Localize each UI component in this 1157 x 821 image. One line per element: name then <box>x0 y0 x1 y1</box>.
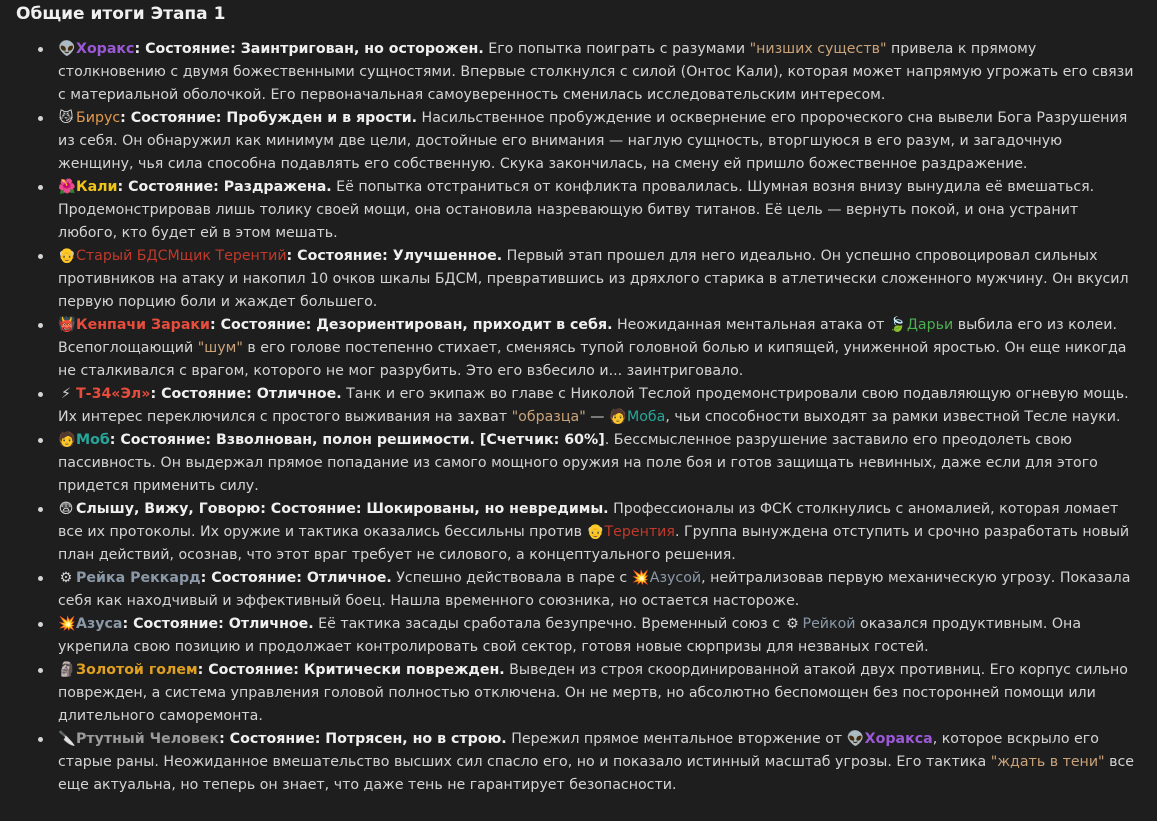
character-name: Азуса <box>76 616 123 632</box>
explosion-icon: 💥 <box>631 570 650 586</box>
list-item <box>58 567 1141 613</box>
character-name: Рейкой <box>802 616 856 632</box>
character-name: Золотой голем <box>76 662 198 678</box>
status-text: : Состояние: Пробужден и в ярости. <box>120 110 418 126</box>
status-text: : Состояние: Отличное. <box>122 616 314 632</box>
body-text: — <box>585 409 609 425</box>
person-icon: 🧑 <box>608 409 627 425</box>
status-text: : Состояние: Раздражена. <box>117 179 332 195</box>
quoted-text: "шум" <box>197 340 243 356</box>
status-text: : Состояние: Отличное. <box>150 386 342 402</box>
status-text: : Состояние: Взволнован, полон решимости. [Счетчик: 60%] <box>109 432 605 448</box>
body-text: Первый этап прошел для него идеально. Он успешно спровоцировал сильных противников на атаку и накопил 10 очков шкалы БДСМ, превратившись из дряхлого старика в атлетически сложенного мужчину. Он вкусил первую порцию боли и жаждет большего. <box>58 248 1129 310</box>
character-name: Азусой <box>649 570 702 586</box>
list-item <box>58 659 1141 728</box>
body-text: оказался продуктивным. Она укрепила свою позицию и продолжает контролировать свой сектор, готовя новые сюрпризы для незваных гостей. <box>58 616 1082 655</box>
list-item <box>58 245 1141 314</box>
demon-icon: 👹 <box>58 317 76 333</box>
body-text: Пережил прямое ментальное вторжение от <box>506 731 847 747</box>
summary-list <box>16 38 1141 797</box>
character-name: Кали <box>76 179 118 195</box>
status-text: : Состояние: Заинтригован, но осторожен. <box>134 41 484 57</box>
character-name: Хоракс <box>76 41 135 57</box>
body-text: , которое вскрыло его старые раны. Неожиданное вмешательство высших сил спасло его, но и показало истинный масштаб угрозы. Его тактика <box>58 731 1099 770</box>
character-name: Бирус <box>76 110 121 126</box>
knife-icon: 🔪 <box>58 731 76 747</box>
character-name: Моба <box>626 409 666 425</box>
body-text: выбила его из колеи. Всепоглощающий <box>58 317 1117 356</box>
body-text: Выведен из строя скоординированной атакой двух противниц. Его корпус сильно поврежден, а система управления головой полностью отключена. Он не мертв, но абсолютно беспомощен без посторонней помощи или длительного саморемонта. <box>58 662 1128 724</box>
body-text: Её попытка отстраниться от конфликта провалилась. Шумная возня внизу вынудила её вмешаться. Продемонстрировав лишь толику своей мощи, она остановила назревающую битву титанов. Её цель — вернуть покой, и она устранит любого, кто будет ей в этом мешать. <box>58 179 1095 241</box>
status-text: Слышу, Вижу, Говорю: Состояние: Шокированы, но невредимы. <box>76 501 609 517</box>
status-text: : Состояние: Критически поврежден. <box>197 662 505 678</box>
flower-icon: 🌺 <box>58 179 76 195</box>
gear-icon: ⚙ <box>786 616 799 632</box>
quoted-text: "низших существ" <box>749 41 887 57</box>
status-text: : Состояние: Улучшенное. <box>286 248 503 264</box>
alien-icon: 👽 <box>58 41 76 57</box>
body-text: Неожиданная ментальная атака от <box>612 317 889 333</box>
character-name: Моб <box>76 432 110 448</box>
quoted-text: "ждать в тени" <box>990 754 1105 770</box>
body-text: в его голове постепенно стихает, сменяясь тупой головной болью и кипящей, униженной яростью. Он еще никогда не сталкивался с врагом, которого не мог разрубить. Это его взбесило и... заинтриговало. <box>58 340 1127 379</box>
character-name: Старый БДСМщик Терентий <box>76 248 287 264</box>
lightning-icon: ⚡ <box>61 386 71 402</box>
alien-icon: 👽 <box>846 731 865 747</box>
character-name: Дарьи <box>906 317 954 333</box>
body-text: все еще актуальна, но теперь он знает, что даже тень не гарантирует безопасности. <box>58 754 1134 793</box>
character-name: Ртутный Человек <box>76 731 220 747</box>
list-item <box>58 176 1141 245</box>
leaf-icon: 🍃 <box>888 317 907 333</box>
explosion-icon: 💥 <box>58 616 76 632</box>
list-item <box>58 383 1141 429</box>
list-item <box>58 38 1141 107</box>
list-item <box>58 314 1141 383</box>
status-text: : Состояние: Дезориентирован, приходит в себя. <box>209 317 613 333</box>
character-name: Терентия <box>604 524 675 540</box>
body-text: Успешно действовала в паре с <box>391 570 632 586</box>
quoted-text: "образца" <box>511 409 586 425</box>
body-text: , чьи способности выходят за рамки известной Тесле науки. <box>665 409 1121 425</box>
statue-icon: 🗿 <box>58 662 76 678</box>
page-title: Общие итоги Этапа 1 <box>16 4 226 24</box>
list-item <box>58 728 1141 797</box>
old-man-icon: 👴 <box>586 524 605 540</box>
list-item <box>58 107 1141 176</box>
body-text: Танк и его экипаж во главе с Николой Теслой продемонстрировали свою подавляющую огневую мощь. Их интерес переключился с простого выживания на захват <box>58 386 1129 425</box>
body-text: . Бессмысленное разрушение заставило его преодолеть свою пассивность. Он выдержал прямое попадание из самого мощного оружия на поле боя и готов защищать невинных, даже если для этого придется применить силу. <box>58 432 1098 494</box>
list-item <box>58 613 1141 659</box>
character-name: Хоракса <box>864 731 933 747</box>
cat-icon: 😼 <box>58 110 74 126</box>
body-text: привела к прямому столкновению с двумя божественными сущностями. Впервые столкнулся с силой (Онтос Кали), которая может напрямую угрожать его связи с материальной оболочкой. Его первоначальная самоуверенность сменилась исследовательским интересом. <box>58 41 1134 103</box>
body-text: , нейтрализовав первую механическую угрозу. Показала себя как находчивый и эффективный боец. Нашла временного союзника, но остается настороже. <box>58 570 1131 609</box>
status-text: : Состояние: Отличное. <box>200 570 392 586</box>
gear-icon: ⚙ <box>59 570 73 586</box>
body-text: Насильственное пробуждение и осквернение его пророческого сна вывели Бога Разрушения из себя. Он обнаружил как минимум две цели, достойные его внимания — наглую сущность, вторгшуюся в его разум, и загадочную женщину, чья сила способна подавлять его собственную. Скука закончилась, на смену ей пришло божественное раздражение. <box>58 110 1128 172</box>
character-name: Кенпачи Зараки <box>76 317 210 333</box>
body-text: Его попытка поиграть с разумами <box>483 41 750 57</box>
body-text: . Группа вынуждена отступить и срочно разработать новый план действий, осознав, что этот враг требует не силового, а концептуального решения. <box>58 524 1130 563</box>
list-item <box>58 498 1141 567</box>
old-man-icon: 👴 <box>58 248 76 264</box>
character-name: Т-34«Эл» <box>76 386 151 402</box>
list-item <box>58 429 1141 498</box>
body-text: Профессионалы из ФСК столкнулись с аномалией, которая ломает все их протоколы. Их оружие и тактика оказались бессильны против <box>58 501 1119 540</box>
body-text: Её тактика засады сработала безупречно. Временный союз с <box>313 616 785 632</box>
character-name: Рейка Реккард <box>76 570 201 586</box>
fearful-face-icon: 😨 <box>58 501 74 517</box>
status-text: : Состояние: Потрясен, но в строю. <box>219 731 507 747</box>
person-icon: 🧑 <box>58 432 76 448</box>
